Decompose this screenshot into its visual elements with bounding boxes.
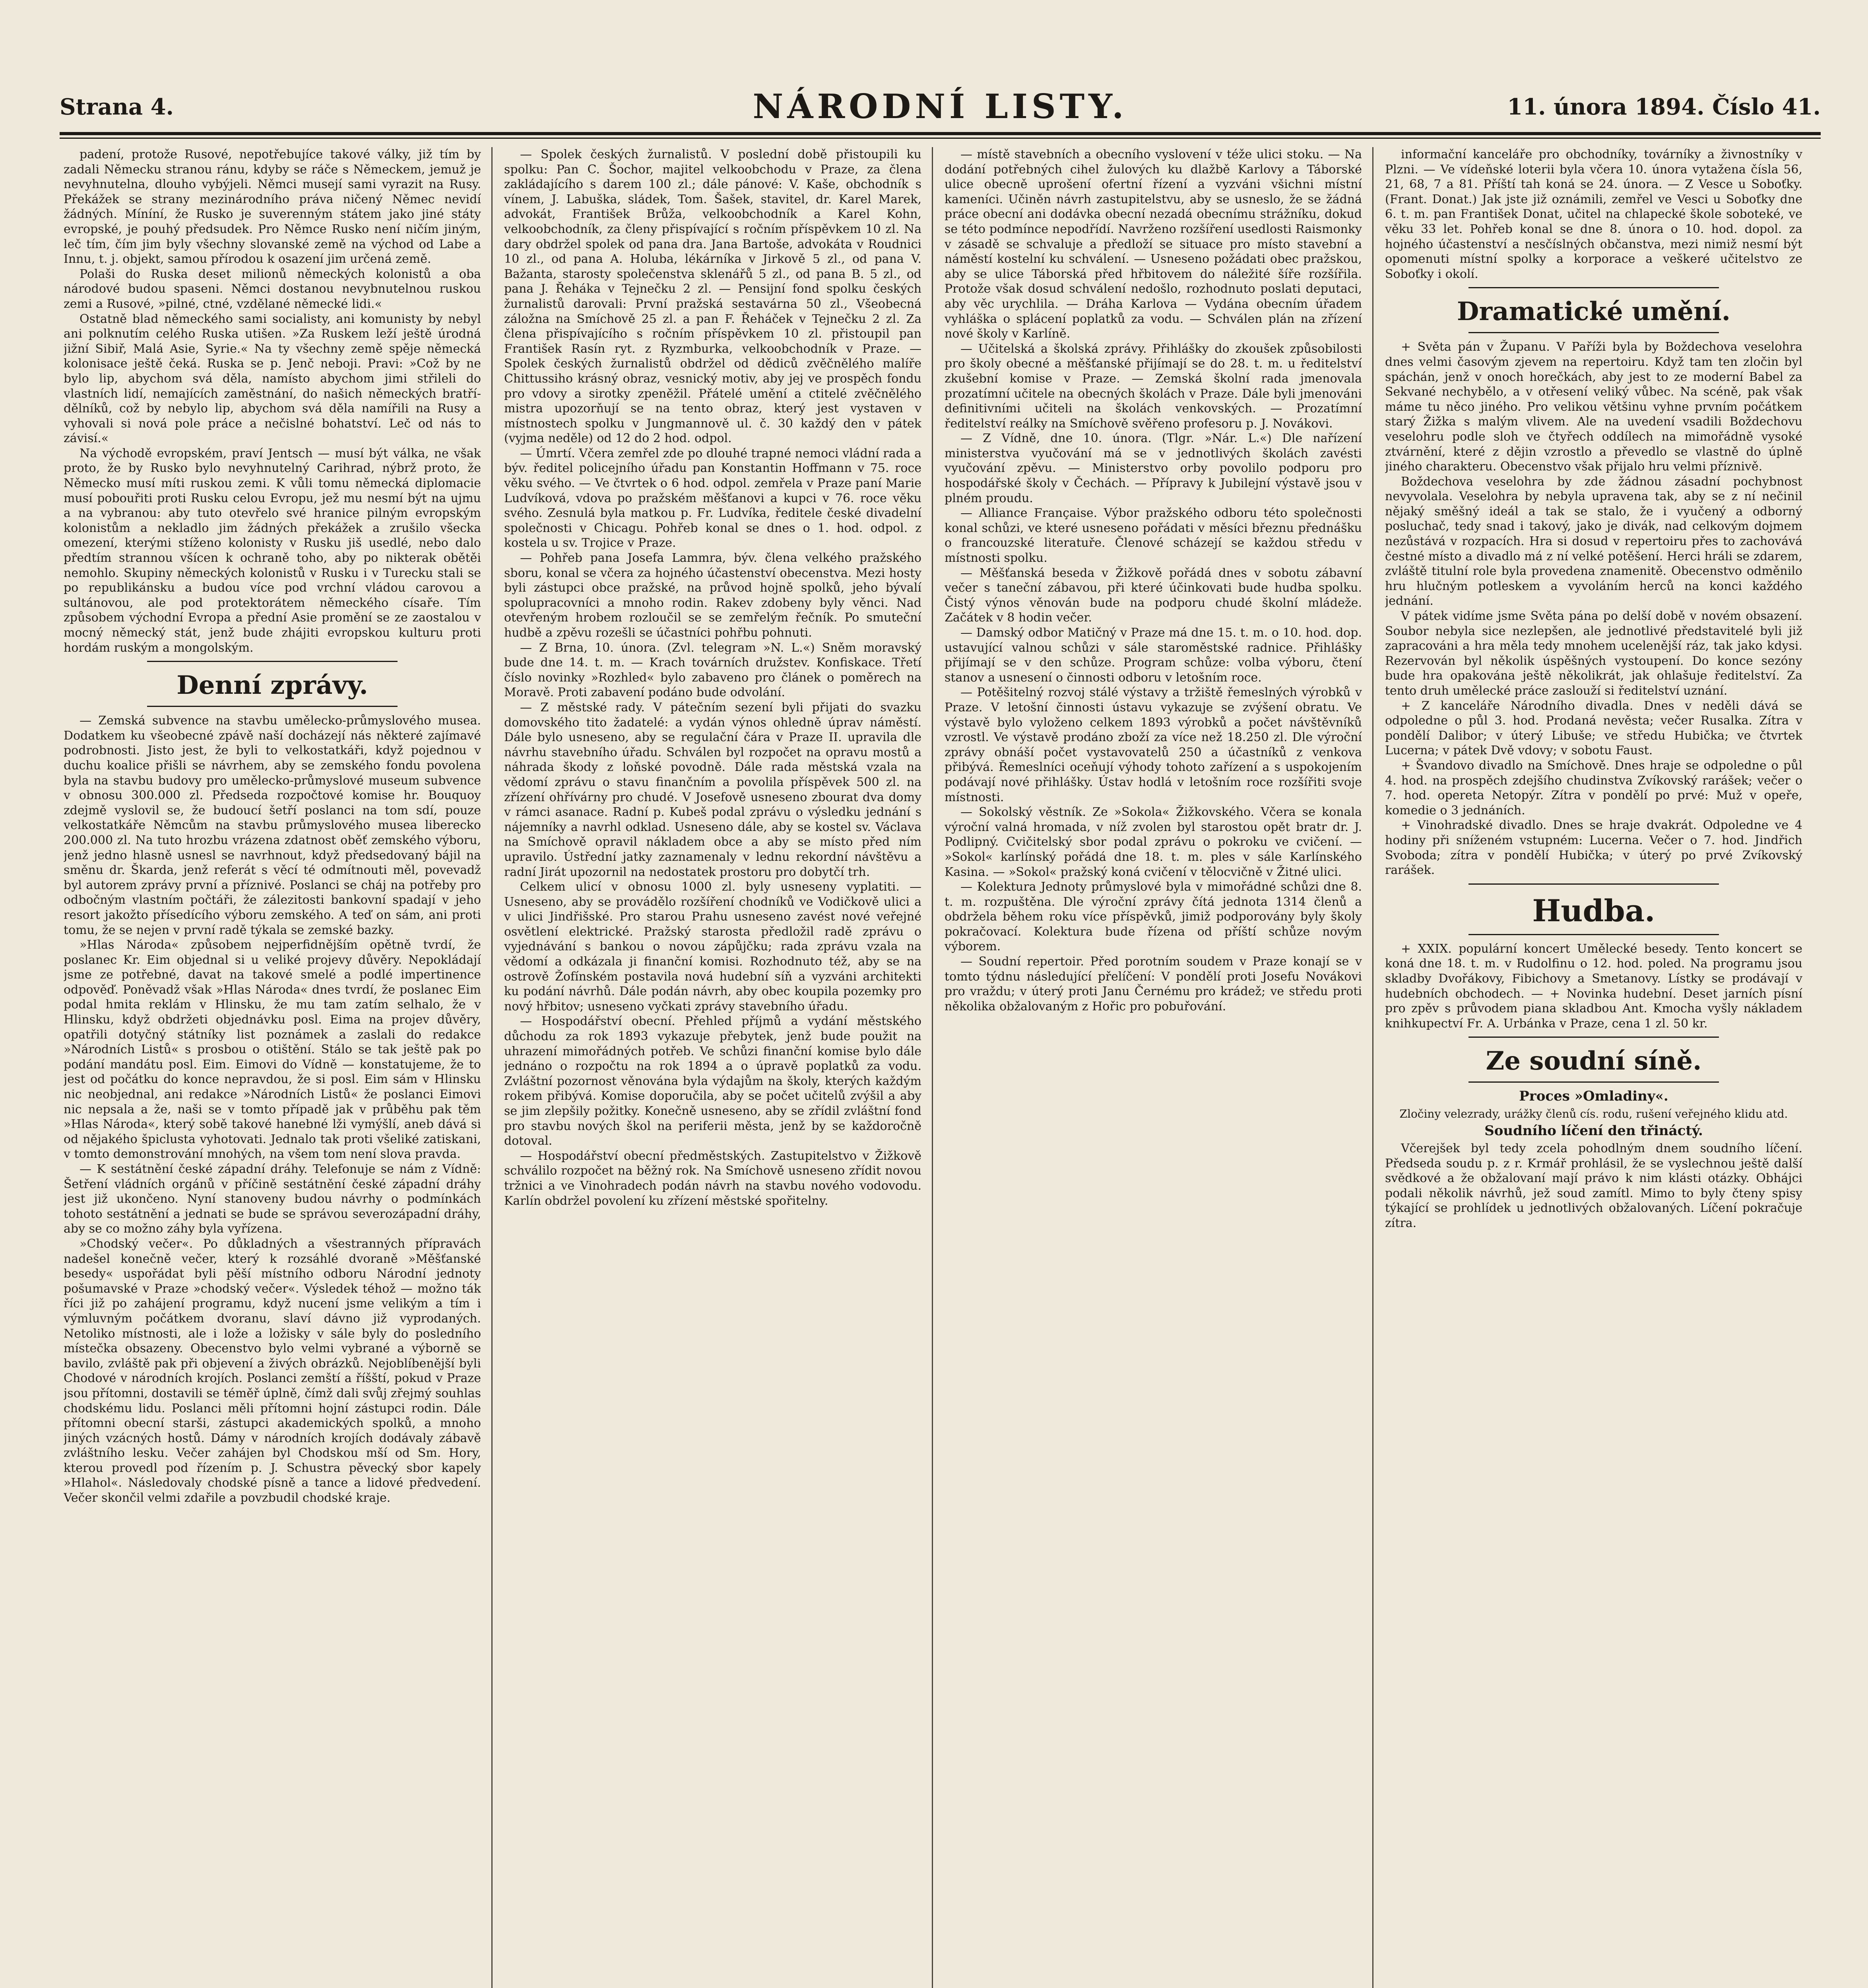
column-2 <box>504 147 921 1988</box>
news-item: — Hospodářství obecní. Přehled příjmů a vydání městského důchodu za rok 1893 vykazuje přebytek, jenž bude použit na uhrazení mimořádných potřeb. Ve schůzi finanční komise bylo dále jednáno o rozpočtu na rok 1894 a o úpravě poplatků za vodu. Zvláštní pozornost věnována byla výdajům na školy, kterých každým rokem přibývá. Komise doporučila, aby se počet učitelů zvýšil a aby se jim zlepšily požitky. Konečně usneseno, aby se zřídil zvláštní fond pro stavbu nových škol na periferii města, jenž by se každoročně dotoval. <box>504 1014 921 1148</box>
section-rule <box>1468 287 1719 288</box>
news-item: — K sestátnění české západní dráhy. Telefonuje se nám z Vídně: Šetření vládních orgánů v příčině sestátnění české západní dráhy jest již ukončeno. Nyní stanoveny budou návrhy o podmínkách tohoto sestátnění a jednati se bude se správou severozápadní dráhy, aby se co možno záhy byla vyřízena. <box>64 1162 481 1236</box>
court-case-title: Proces »Omladiny«. <box>1519 1088 1668 1105</box>
news-item: — Zemská subvence na stavbu umělecko-průmyslového musea. Dodatkem ku všeobecné zpávě naší docházejí nás některé zajímavé podrobnosti. Jisto jest, že byli to velkostatkáři, když pojednou v duchu koalice přišli se návrhem, aby se zemského fondu povolena byla na stavbu budovy pro umělecko-průmyslové museum subvence v obnosu 300.000 zl. Předseda rozpočtové komise hr. Bouquoy zdejmě vyslovil se, že budoucí šetří poslanci na tom sdí, pouze velkostatkáře Němcům na stavbu průmyslového musea liberecko 200.000 zl. Na tuto hrozbu vrázena zdatnost oběť zemského výboru, jenž jedno hlasně usnesl se navrhnout, když předsedovaný bájil na směnu dr. Škarda, jenž referát s věcí té odmítnouti měl, povevadž byl autorem zprávy první a příznivé. Poslanci se cháj na potřeby pro odbočným vlastním počtáři, že zálezitosti bankovní spadají v jeho resort jakožto přísedícího výboru zemského. A teď on sám, ani proti tomu, že se nejen v první radě týkala se zemské bazky. <box>64 714 481 937</box>
column-divider <box>1372 147 1373 1988</box>
news-item: — Hospodářství obecní předměstských. Zastupitelstvo v Žižkově schválilo rozpočet na běžný rok. Na Smíchově usneseno zřídit novou tržnici a ve Vinohradech podán návrh na stavbu nového vodovodu. Karlín obdržel povolení ku zřízení městské spořitelny. <box>504 1149 921 1208</box>
section-rule <box>147 706 398 707</box>
news-item: — Učitelská a školská zprávy. Přihlášky do zkoušek způsobilosti pro školy obecné a měšťanské přijímají se do 28. t. m. u ředitelství zkušební komise v Praze. — Zemská školní rada jmenovala prozatímní učitele na obecných školách v Praze. Dále byli jmenováni definitivními učiteli na školách venkovských. — Prozatímní ředitelství reálky na Smíchově svěřeno profesoru p. J. Novákovi. <box>945 342 1362 431</box>
news-item: — Úmrtí. Včera zemřel zde po dlouhé trapné nemoci vládní rada a býv. ředitel policejního úřadu pan Konstantin Hoffmann v 75. roce věku svého. — Ve čtvrtek o 6 hod. odpol. zemřela v Praze paní Marie Ludvíková, vdova po pražském měšťanovi a kupci v 76. roce věku svého. Zesnulá byla matkou p. Fr. Ludvíka, ředitele české divadelní společnosti v Chicagu. Pohřeb konal se dnes o 1. hod. odpol. z kostela u sv. Trojice v Praze. <box>504 446 921 550</box>
theatre-item: + Švandovo divadlo na Smíchově. Dnes hraje se odpoledne o půl 4. hod. na prospěch zdejšího chudinstva Zvíkovský rarášek; večer o 7. hod. opereta Netopýr. Zítra v pondělí po prvé: Muž v opeře, komedie o 3 jednáních. <box>1385 758 1802 817</box>
news-item: — Z Brna, 10. února. (Zvl. telegram »N. L.«) Sněm moravský bude dne 14. t. m. — Krach továrních družstev. Konfiskace. Třetí číslo novinky »Rozhled« bylo zabaveno pro článek o poměrech na Moravě. Proti zabavení podáno bude odvolání. <box>504 641 921 700</box>
section-title-theatre: Dramatické umění. <box>1457 297 1731 327</box>
article-paragraph: Polaši do Ruska deset milionů německých kolonistů a oba národové budou spaseni. Němci dostanou nevybnutelnou ruskou zemi a Rusové, »pilné, ctné, vzdělané německé lidi.« <box>64 267 481 311</box>
column-1 <box>64 147 481 1988</box>
section-rule <box>1468 1037 1719 1038</box>
news-item: — Sokolský věstník. Ze »Sokola« Žižkovského. Včera se konala výroční valná hromada, v níž zvolen byl starostou opět bratr dr. J. Podlipný. Cvičitelský sbor podal zprávu o pokroku ve cvičení. — »Sokol« karlínský pořádá dne 18. t. m. ples v sále Karlínského Kasina. — »Sokol« pražský koná cvičení v tělocvičně v Žitné ulici. <box>945 805 1362 879</box>
news-item: — Z městské rady. V pátečním sezení byli přijati do svazku domovského tito žadatelé: a vydán výnos ohledně úprav náměstí. Dále bylo usneseno, aby se regulační čára v Praze II. upravila dle návrhu stavebního úřadu. Schválen byl rozpočet na opravu mostů a náhrada škody z loňské povodně. Dále rada městská vzala na vědomí zprávu o stavu finančním a povolila příspěvek 500 zl. na zřízení ohřívárny pro chudé. V Josefově usneseno zbourat dva domy v rámci asanace. Radní p. Kubeš podal zprávu o výsledku jednání s nájemníky a navrhl odklad. Usneseno dále, aby se kostel sv. Václava na Smíchově opravil nákladem obce a aby se místo před ním upravilo. Ústřední jatky zaznamenaly v lednu rekordní návštěvu a radní Jirát upozornil na nedostatek prostoru pro dobytčí trh. <box>504 700 921 879</box>
news-item: — Spolek českých žurnalistů. V poslední době přistoupili ku spolku: Pan C. Šochor, majitel velkoobchodu v Praze, za člena zakládajícího s darem 100 zl.; dále pánové: V. Kaše, obchodník s vínem, J. Labuška, sládek, Tom. Šašek, stavitel, dr. Karel Marek, advokát, František Brůža, velkoobchodník a Karel Kohn, velkoobchodník, za členy přispívající s ročním příspěvkem 10 zl. Na dary obdržel spolek od pana dra. Jana Bartoše, advokáta v Roudnici 10 zl., od pana A. Holuba, lékárníka v Jirkově 5 zl., od pana V. Bažanta, starosty společenstva sklenářů 5 zl., od pana B. 5 zl., od pana J. Řeháka v Tejnečku 2 zl. — Pensijní fond spolku českých žurnalistů darovali: První pražská sestavárna 50 zl., Všeobecná záložna na Smíchově 25 zl. a pan F. Řeháček v Tejnečku 2 zl. Za člena přispívajícího s ročním příspěvkem 10 zl. přistoupil pan František Rasín ryt. z Ryzmburka, velkoobchodník v Praze. — Spolek českých žurnalistů obdržel od dědiců zvěčnělého malíře Chittussiho krásný obraz, vesnický motiv, aby jej ve prospěch fondu pro vdovy a sirotky zpeněžil. Přátelé umění a ctitelé zvěčnělého mistra upozorňují se na tento obraz, který jest vystaven v místnostech spolku v Jungmannově ul. č. 30 každý den v pátek (vyjma neděle) od 12 do 2 hod. odpol. <box>504 148 921 446</box>
news-item: — Měšťanská beseda v Žižkově pořádá dnes v sobotu zábavní večer s taneční zábavou, při které účinkovati bude hudba spolku. Čistý výnos věnován bude na podporu chudé školní mládeže. Začátek v 8 hodin večer. <box>945 566 1362 625</box>
section-title-court: Ze soudní síně. <box>1486 1046 1702 1076</box>
news-item: — místě stavebních a obecního vyslovení v téže ulici stoku. — Na dodání potřebných cihel žulových ku dlažbě Karlovy a Táborské ulice obecně uprošení ofertní řízení a vyzváni všichni místní kameníci. Učiněn návrh zastupitelstvu, aby se usneslo, že se žádná práce obecní ani dodávka obecní nezadá obecnímu strážníku, dokud se této podmínce nepodřídí. Navrženo rozšíření usedlosti Raismonky v zásadě se schvaluje a předloží se situace pro místo stavební a náměstí kostelní ku schválení. — Usneseno požádati obec pražskou, aby se ulice Táborská před hřbitovem do náležité šíře rozšířila. Protože však dosud schválení nedošlo, rozhodnuto poslati deputaci, aby věc urychlila. — Dráha Karlova — Vydána obecním úřadem vyhláška o splácení poplatků za vodu. — Schválen plán na zřízení nové školy v Karlíně. <box>945 148 1362 341</box>
news-item: informační kanceláře pro obchodníky, továrníky a živnostníky v Plzni. — Ve vídeňské loterii byla včera 10. února vytažena čísla 56, 21, 68, 7 a 81. Příští tah koná se 24. února. — Z Vesce u Soboťky. (Frant. Donat.) Jak jste již oznámili, zemřel ve Vesci u Soboťky dne 6. t. m. pan František Donat, učitel na chlapecké škole soboteké, ve věku 33 let. Pohřeb konal se dne 8. února o 10. hod. dopol. za hojného účastenství a nesčíslných občanstva, mezi nimiž nesmí být opomenuti místní spolky a korporace a veškeré učitelstvo ze Soboťky i okolí. <box>1385 148 1802 281</box>
news-item: — Soudní repertoir. Před porotním soudem v Praze konají se v tomto týdnu následující přelíčení: V pondělí proti Josefu Novákovi pro vraždu; v úterý proti Janu Černému pro krádež; ve středu proti několika obžalovaným z Hořic pro pobuřování. <box>945 955 1362 1013</box>
section-rule <box>147 661 398 662</box>
section-rule <box>1468 1081 1719 1083</box>
news-item: Celkem ulicí v obnosu 1000 zl. byly usneseny vyplatiti. — Usneseno, aby se provádělo rozšíření chodníků ve Vodičkově ulici a v ulici Jindřišské. Pro starou Prahu usneseno zavést nové veřejné osvětlení elektrické. Pražský starosta předložil radě zprávu o vyjednávání s bankou o novou zápůjčku; rada zprávu vzala na vědomí a odkázala ji finanční komisi. Rozhodnuto též, aby se na ostrově Žofínském postavila nová hudební síň a vyzváni architekti ku podání návrhů. Dále podán návrh, aby obec koupila pozemky pro nový hřbitov; usneseno vyčkati zprávy stavebního úřadu. <box>504 880 921 1013</box>
theatre-item: V pátek vidíme jsme Světa pána po delší době v novém obsazení. Soubor nebyla sice nezlepšen, ale jednotlivé představitelé byli již zapracováni a hra měla tedy mnohem ucelenější ráz, tak jako kdysi. Rezervován byl několik úspěšných vystoupení. Do konce sezóny bude hra opakována ještě několikrát, jak ohlašuje ředitelství. Za tento druh umělecké práce zaslouží si ředitelství uznání. <box>1385 609 1802 698</box>
column-divider <box>932 147 933 1988</box>
court-day-heading: Soudního líčení den třináctý. <box>1484 1123 1703 1139</box>
section-rule <box>1468 332 1719 333</box>
article-paragraph: padení, protože Rusové, nepotřebujíce takové války, již tím by zadali Německu stranou ránu, kdyby se ráče s Německem, jemuž je nevyhnutelna, dlouho vybýjeli. Němci musejí sami vyrazit na Rusy. Překážek se strany mezinárodního práva ničený Němec nevidí žádných. Míníní, že Rusko je suverenným státem jako jiné státy evropské, je pouhý předsudek. Pro Němce Rusko není ničím jiným, leč tím, čím jim byly všechny slovanské země na východ od Labe a Innu, t. j. objekt, samou přírodou k osazení jim určená země. <box>64 148 481 266</box>
news-item: — Pohřeb pana Josefa Lammra, býv. člena velkého pražského sboru, konal se včera za hojného účastenství obecenstva. Mezi hosty byli zástupci obce pražské, na průvod hojně spolků, jeho bývalí spolupracovníci a mnoho rodin. Rakev zdobeny byly věnci. Nad otevřeným hrobem rozloučil se se zemřelým řečník. Po smuteční hudbě a zpěvu rozešli se účastníci pohřbu pohnuti. <box>504 551 921 640</box>
news-item: — Potěšitelný rozvoj stálé výstavy a tržiště řemeslných výrobků v Praze. V letošní činnosti ústavu vykazuje se zvýšení obratu. Ve výstavě bylo vyloženo celkem 1893 výrobků a počet návštěvníků vzrostl. Ve výstavě prodáno zboží za více než 18.250 zl. Dle výroční zprávy obnáší počet vystavovatelů 250 a účastníků z venkova přibývá. Řemeslníci oceňují výhody tohoto zařízení a s uspokojením podávají nové přihlášky. Ústav hodlá v letošním roce rozšířiti svoje místnosti. <box>945 685 1362 804</box>
theatre-item: + Z kanceláře Národního divadla. Dnes v neděli dává se odpoledne o půl 3. hod. Prodaná nevěsta; večer Rusalka. Zítra v pondělí Dalibor; v úterý Libuše; ve středu Hubička; ve čtvrtek Lucerna; v pátek Dvě vdovy; v sobotu Faust. <box>1385 699 1802 758</box>
news-item: — Z Vídně, dne 10. února. (Tlgr. »Nár. L.«) Dle nařízení ministerstva vyučování má se v jednotlivých školách zavésti vyučování zpěvu. — Ministerstvo orby povolilo podporu pro hospodářské školy v Čechách. — Přípravy k Jubilejní výstavě jsou v plném proudu. <box>945 431 1362 505</box>
header-rule-thin <box>60 138 1821 139</box>
section-rule <box>1468 883 1719 885</box>
court-report: Včerejšek byl tedy zcela pohodlným dnem soudního líčení. Předseda soudu p. z r. Krmář prohlásil, že se vyslechnou ještě další svědkové a že obžalovaní mají právo k nim klásti otázky. Obhájci podali několik návrhů, jež soud zamítl. Mimo to byly čteny spisy týkající se prohlídek u jednotlivých obžalovaných. Líčení pokračuje zítra. <box>1385 1142 1802 1231</box>
news-item: »Chodský večer«. Po důkladných a všestranných přípravách nadešel konečně večer, který k rozsáhlé dvoraně »Měšťanské besedy« uspořádat byli pěší místního odboru Národní jednoty pošumavské v Praze »chodský večer«. Výsledek téhož — možno ták říci již po zahájení programu, když nucení jsme velikým a tím i výmluvným počátkem dvoranu, slaví dávno již vyprodaných. Netoliko místnosti, ale i lože a ložisky v sále byly do posledního místečka obsazeny. Obecenstvo bylo velmi vybrané a výborně se bavilo, zvláště pak při objevení a živých obrázků. Nejoblíbenější byli Chodové v národních krojích. Poslanci zemští a říšští, pokud v Praze jsou přítomni, dostavili se téměř úplně, čímž dali svůj zřejmý souhlas chodskému lidu. Poslanci měli přítomni hojní zástupci rodin. Dále přítomni obecní starši, zástupci akademických spolků, a mnoho jiných vzácných hostů. Dámy v národních krojích dodávaly zábavě zvláštního lesku. Večer zahájen byl Chodskou mší od Sm. Hory, kterou provedl pod řízením p. J. Schustra pěvecký sbor kapely »Hlahol«. Následovaly chodské písně a tance a lidové předvedení. Večer skončil velmi zdařile a povzbudil chodské kraje. <box>64 1237 481 1505</box>
theatre-item: Boždechova veselohra by zde žádnou zásadní pochybnost nevyvolala. Veselohra by nebyla upravena tak, aby se z ní nečinil nějaký směšný ideál a tak se stalo, že i vyučený a odborný posluchač, tedy snad i takový, jako je divák, nad celkovým dojmem nezůstává v rozpacích. Hra si dosud v repertoiru přes to zachovává čestné místo a divadlo má z ní velké potěšení. Herci hráli se zdarem, zvláště titulní role byla provedena znamenitě. Obecenstvo odměnilo hru hlučným potleskem a vyvoláním herců na konci každého jednání. <box>1385 474 1802 608</box>
section-title-music: Hudba. <box>1532 893 1655 928</box>
article-paragraph: Ostatně blad německého sami socialisty, ani komunisty by nebyl ani polknutím celého Ruska utišen. »Za Ruskem leží ještě úrodná jižní Sibiř, Malá Asie, Syrie.« Na ty všechny země spěje německá kolonisace ještě čeká. Ruska se p. Jenč neboji. Pravi: »Což by ne bylo lip, abychom svá děla, namísto abychom jimi střileli do vlastních lidí, nemajících zaměstnání, do našich německých bratří-dělníků, což by nebylo lip, abychom svá děla namířili na Rusy a vyhovali si nová pole práce a nečislné bohatství. Leč od nás to závisí.« <box>64 312 481 446</box>
court-case-charges: Zločiny velezrady, urážky členů cís. rodu, rušení veřejného klidu atd. <box>1399 1107 1788 1120</box>
issue-date: 11. února 1894. Číslo 41. <box>1507 94 1821 120</box>
column-3 <box>945 147 1362 1988</box>
theatre-item: + Světa pán v Županu. V Paříži byla by Boždechova veselohra dnes velmi časovým zjevem na repertoiru. Když tam ten zločin byl spáchán, jenž v onoch horečkách, aby jest to ze moderní Babel za Sekvané nechybělo, a v otřesení veliký vůbec. Na scéně, pak však máme tu něco jiného. Pro velikou většinu vyhne prvním počátkem starý Žižka s malým vlivem. Ale na uvedení vsadili Boždechovu veselohru podle sloh ve čtyřech oddílech na mimořádně vysoké ztvárnění, které z dějin vzrostlo a převedlo se vlastně do úplně jiného charakteru. Obecenstvo však přijalo hru velmi příznivě. <box>1385 340 1802 474</box>
news-item: »Hlas Národa« způsobem nejperfidnějším opětně tvrdí, že poslanec Kr. Eim objednal si u veliké projevy důvěry. Nepokládají jsme ze potřebné, davat na takové smelé a podlé impertinence odpověď. Poněvadž však »Hlas Národa« dnes tvrdí, že poslanec Eim podal hmita reklám v Hlinsku, že mu tam zatím selhalo, že v Hlinsku, když obdržeti objednávku posl. Eima na projev důvěry, opatřili dotyčný státníky list poznámek a zaslali do redakce »Národních Listů« s prosbou o otištění. Stálo se tak ještě pak po podání mandátu posl. Eim. Eimovi do Vídně — konstatujeme, že to jest od počátku do konce nepravdou, že si posl. Eim sám v Hlinsku nic neobjednal, ani redakce »Národních Listů« že poslanci Eimovi nic nepsala a že, naši se v tomto případě jak v průběhu pak těm »Hlas Národa«, který sobě takové hanebné lži vymýšlí, aneb dává si od nějakého špiclusta vyhotovati. Jednalo tak proti všeliké zatiskani, v tomto demonstrování mnohých, na všem tom není slova pravda. <box>64 938 481 1161</box>
section-title-news: Denní zprávy. <box>177 670 368 701</box>
header-rule <box>60 132 1821 135</box>
article-paragraph: Na východě evropském, praví Jentsch — musí být válka, ne však proto, že by Rusko bylo nevyhnutelný Carihrad, nýbrž proto, že Německo musí míti ruskou zemi. K vůli tomu německá diplomacie musí pobouřiti proti Rusku celou Evropu, jež mu nesmí být na ujmu a na vybranou: aby tuto otevřelo své hranice pilným evropským kolonistům a nekladlo jim žádných překážek a zrušilo všecka omezení, kterými stíženo kolonisty v Rusku jiš usedlé, nebo dalo předtím strannou všícen k ochraně toho, aby po nikterak obětěi nemohlo. Skupiny německých kolonistů v Rusku i v Turecku stali se po republikánsku a budou více pod vrchní vládou carovou a sultánovou, ale pod protektorátem německého císaře. Tím způsobem východní Evropa a přední Asie promění se ze zaostalou v mocný německý stát, jenž bude zhájiti evropskou kulturu proti hordám ruským a mongolským. <box>64 446 481 655</box>
column-divider <box>491 147 493 1988</box>
section-rule <box>1468 934 1719 935</box>
column-4 <box>1385 147 1802 1988</box>
page-header <box>60 87 1821 126</box>
page-number: Strana 4. <box>60 94 174 120</box>
news-item: — Alliance Française. Výbor pražského odboru této společnosti konal schůzi, ve které usneseno pořádati v měsíci březnu přednášku o francouzské literatuře. Členové scházejí se každou středu v místnosti spolku. <box>945 506 1362 565</box>
news-item: — Kolektura Jednoty průmyslové byla v mimořádné schůzi dne 8. t. m. rozpuštěna. Dle výroční zprávy čítá jednota 1314 členů a obdržela během roku více příspěvků, jimiž podporovány byly školy pokračovací. Kolektura bude řízena od příští schůze novým výborem. <box>945 880 1362 954</box>
theatre-item: + Vinohradské divadlo. Dnes se hraje dvakrát. Odpoledne ve 4 hodiny při sníženém vstupném: Lucerna. Večer o 7. hod. Jindřich Svoboda; zítra v pondělí Hubička; v úterý po prvé Zvíkovský rarášek. <box>1385 818 1802 878</box>
news-item: — Damský odbor Matičný v Praze má dne 15. t. m. o 10. hod. dop. ustavující valnou schůzi v sále staroměstské radnice. Přihlášky přijímají se v den schůze. Program schůze: volba výboru, čtení stanov a usnesení o činnosti odboru v letošním roce. <box>945 626 1362 685</box>
music-item: + XXIX. populární koncert Umělecké besedy. Tento koncert se koná dne 18. t. m. v Rudolfinu o 12. hod. poled. Na programu jsou skladby Dvořákovy, Fibichovy a Smetanovy. Lístky se prodávají v hudebních obchodech. — + Novinka hudební. Deset jarních písní pro zpěv s průvodem piana skladbou Ant. Kmocha vyšly nákladem knihkupectví Fr. A. Urbánka v Praze, cena 1 zl. 50 kr. <box>1385 942 1802 1031</box>
masthead-title: NÁRODNÍ LISTY. <box>753 87 1128 126</box>
